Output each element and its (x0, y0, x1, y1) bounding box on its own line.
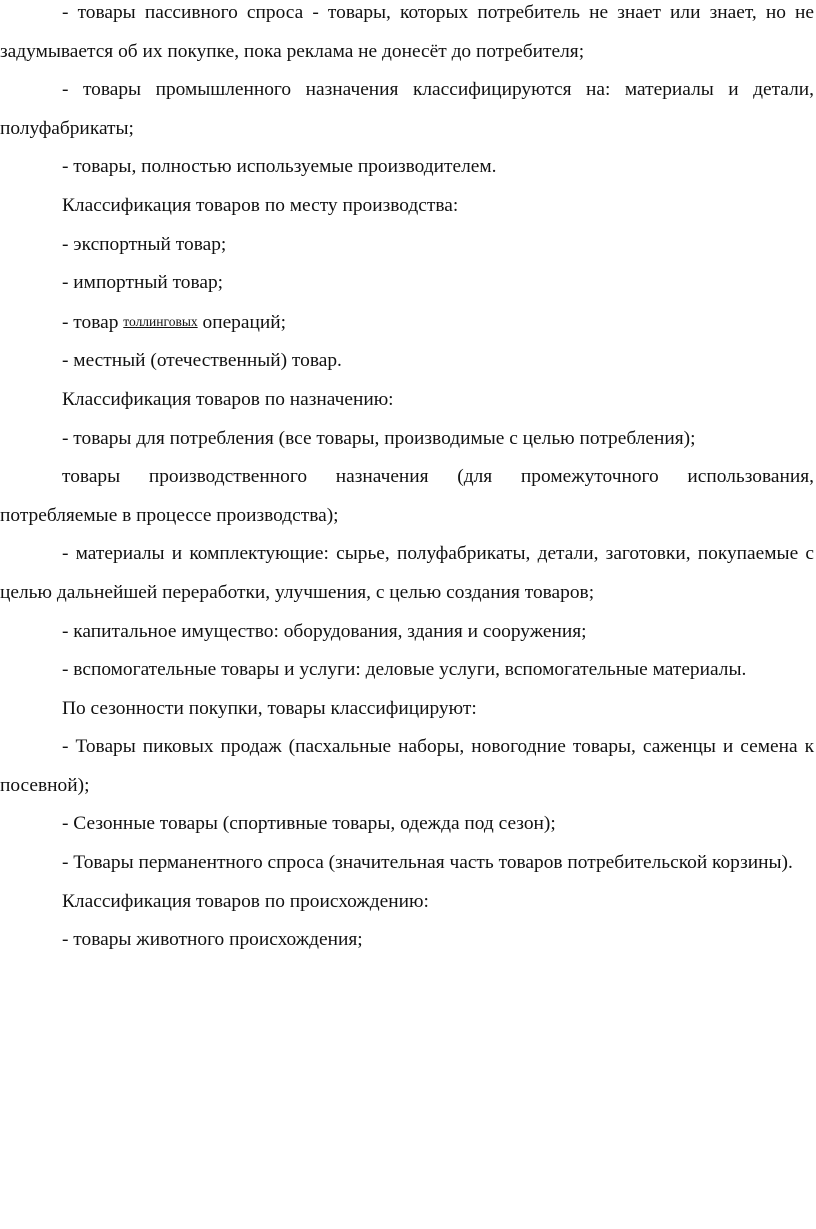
list-item-animal-origin: - товары животного происхождения; (62, 929, 363, 951)
paragraph-producer-goods: - товары, полностью используемые производителем. (62, 156, 497, 178)
heading-by-origin: Классификация товаров по происхождению: (62, 890, 429, 912)
list-item-export: - экспортный товар; (62, 233, 227, 255)
tolling-prefix: - товар (62, 311, 124, 333)
list-item-local: - местный (отечественный) товар. (62, 350, 342, 372)
list-item-import: - импортный товар; (62, 272, 224, 294)
paragraph-industrial-goods: - товары промышленного назначения классифицируются на: материалы и детали, полуфабрикаты; (0, 79, 814, 139)
paragraph-seasonal-goods: - Сезонные товары (спортивные товары, одежда под сезон); (62, 813, 556, 835)
paragraph-permanent-demand: - Товары перманентного спроса (значительная часть товаров потребительской корзины). (62, 852, 793, 874)
heading-by-place-of-production: Классификация товаров по месту производства: (62, 194, 459, 216)
heading-by-purpose: Классификация товаров по назначению: (62, 388, 394, 410)
paragraph-auxiliary-goods: - вспомогательные товары и услуги: деловые услуги, вспомогательные материалы. (62, 659, 747, 681)
tolling-suffix: операций; (197, 311, 287, 333)
paragraph-peak-sales: - Товары пиковых продаж (пасхальные наборы, новогодние товары, саженцы и семена к посевной); (0, 736, 814, 796)
tolling-link-text: толлинговых (123, 313, 198, 329)
paragraph-capital-property: - капитальное имущество: оборудования, здания и сооружения; (62, 620, 587, 642)
paragraph-consumption-goods: - товары для потребления (все товары, производимые с целью потребления); (62, 427, 696, 449)
paragraph-passive-demand: - товары пассивного спроса - товары, которых потребитель не знает или знает, но не задумывается об их покупке, пока реклама не донесёт до потребителя; (0, 2, 814, 62)
heading-by-seasonality: По сезонности покупки, товары классифицируют: (62, 697, 477, 719)
list-item-tolling (0, 303, 814, 343)
paragraph-production-goods: товары производственного назначения (для промежуточного использования, потребляемые в процессе производства); (0, 466, 814, 526)
paragraph-materials: - материалы и комплектующие: сырье, полуфабрикаты, детали, заготовки, покупаемые с целью дальнейшей переработки, улучшения, с целью создания товаров; (0, 543, 814, 603)
